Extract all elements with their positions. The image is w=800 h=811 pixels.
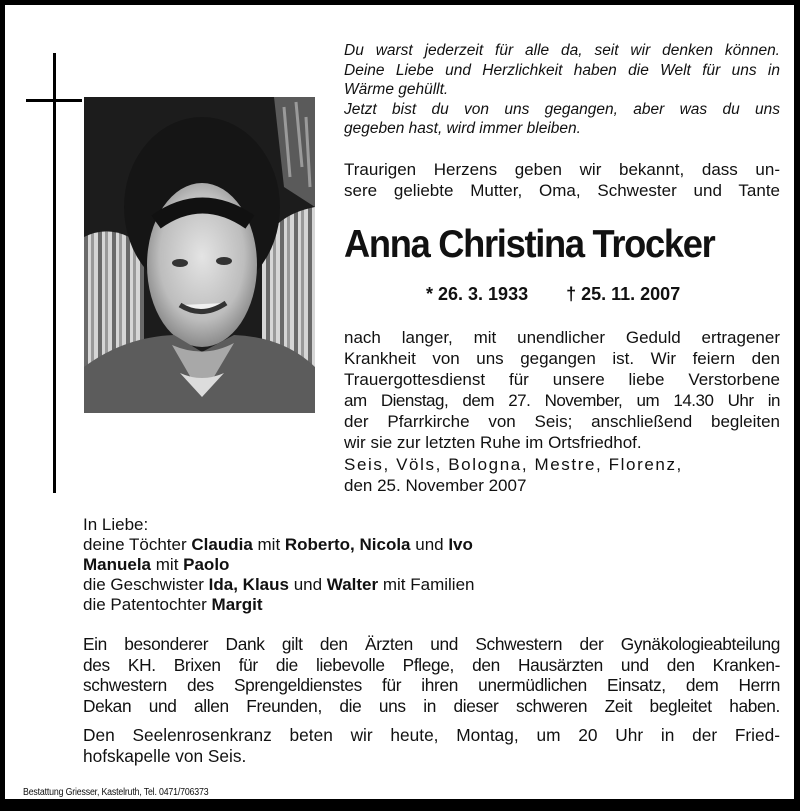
body-line: Krankheit von uns gegangen ist. Wir feiern den	[344, 349, 780, 368]
mourners-line: Manuela mit Paolo	[83, 555, 230, 574]
rosary-line: hofskapelle von Seis.	[83, 745, 247, 766]
verse-line: Du warst jederzeit für alle da, seit wir denken können.	[344, 42, 780, 59]
rosary-notice	[83, 725, 780, 766]
deceased-name: Anna Christina Trocker	[344, 223, 715, 266]
obituary-page	[5, 5, 794, 799]
mourners-list	[83, 515, 563, 615]
birth-date: * 26. 3. 1933	[426, 284, 529, 304]
announcement-intro	[344, 160, 780, 201]
intro-line: Traurigen Herzens geben wir bekannt, dass un-	[344, 160, 780, 179]
verse-line: Deine Liebe und Herzlichkeit haben die Welt für uns in	[344, 61, 780, 79]
mourners-line: deine Töchter Claudia mit Roberto, Nicola und Ivo	[83, 535, 473, 554]
thanks-line: des KH. Brixen für die liebevolle Pflege, den Hausärzten und den Kranken-	[83, 654, 780, 675]
places: Seis, Völs, Bologna, Mestre, Florenz,	[344, 455, 683, 474]
announcement-body	[344, 327, 780, 453]
place-and-date	[344, 455, 780, 496]
thanks-line: Dekan und allen Freunden, die uns in dieser schweren Zeit begleitet haben.	[83, 695, 780, 716]
life-dates	[426, 284, 680, 305]
portrait-photo	[84, 97, 315, 413]
rosary-line: Den Seelenrosenkranz beten wir heute, Montag, um 20 Uhr in der Fried-	[83, 725, 780, 745]
body-line: nach langer, mit unendlicher Geduld ertragener	[344, 328, 780, 347]
thanks-paragraph	[83, 634, 780, 716]
thanks-line: schwestern des Sprengeldienstes für ihren unermüdlichen Einsatz, dem Herrn	[83, 675, 780, 695]
mourners-heading: In Liebe:	[83, 515, 149, 534]
body-line: der Pfarrkirche von Seis; anschließend begleiten	[344, 412, 780, 431]
body-line: wir sie zur letzten Ruhe im Ortsfriedhof.	[344, 433, 642, 452]
thanks-line: Ein besonderer Dank gilt den Ärzten und Schwestern der Gynäkologieabteilung	[83, 634, 780, 654]
body-line: Trauergottesdienst für unsere liebe Verstorbene	[344, 370, 780, 389]
mourners-line: die Geschwister Ida, Klaus und Walter mit Familien	[83, 575, 475, 594]
verse-line: Wärme gehüllt.	[344, 81, 449, 98]
memorial-verse	[344, 41, 780, 139]
verse-line: Jetzt bist du von uns gegangen, aber was du uns	[344, 100, 780, 118]
verse-line: gegeben hast, wird immer bleiben.	[344, 120, 581, 137]
intro-line: sere geliebte Mutter, Oma, Schwester und Tante	[344, 180, 780, 200]
body-line: am Dienstag, dem 27. November, um 14.30 Uhr in	[344, 391, 780, 410]
portrait-image	[84, 97, 315, 413]
death-date: † 25. 11. 2007	[566, 284, 681, 304]
funeral-home-credit: Bestattung Griesser, Kastelruth, Tel. 0471/706373	[23, 787, 209, 798]
cross-icon-vertical	[53, 53, 56, 493]
mourners-line: die Patentochter Margit	[83, 595, 263, 614]
cross-icon-horizontal	[26, 99, 82, 102]
date: den 25. November 2007	[344, 475, 527, 495]
